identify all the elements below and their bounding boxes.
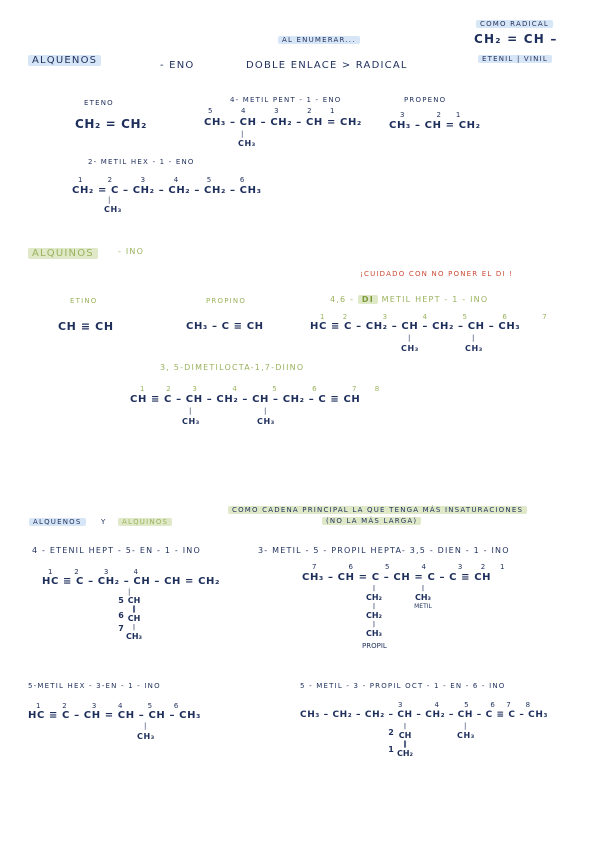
metilpropiloct-bond: | (464, 722, 468, 730)
dimetilhept-sub2: CH₃ (465, 344, 483, 353)
dimetilhept-bond2: | (472, 334, 476, 342)
metilhexenino-sub: CH₃ (137, 732, 155, 741)
metilhexenino-name: 5-METIL HEX - 3-EN - 1 - INO (28, 682, 161, 690)
metilpent-formula: CH₃ – CH – CH₂ – CH = CH₂ (204, 117, 362, 128)
dimetiloct-numbers: 1 2 3 4 5 6 7 8 (140, 385, 381, 393)
dimetiloct-bond2: | (264, 407, 268, 415)
etenilhept-bond: | (128, 588, 132, 596)
metilhex-numbers: 1 2 3 4 5 6 (78, 176, 246, 184)
metilpent-numbers: 5 4 3 2 1 (208, 107, 336, 115)
metilpent-name: 4- METIL PENT - 1 - ENO (230, 96, 342, 104)
etino-name: ETINO (70, 297, 98, 305)
mixed-title-a: ALQUENOS (29, 518, 86, 526)
metilhexenino-formula: HC ≡ C – CH = CH – CH – CH₃ (28, 710, 202, 721)
como-radical-label: COMO RADICAL (476, 20, 553, 28)
dimetilhept-numbers: 1 2 3 4 5 6 7 (320, 313, 548, 321)
metilpropilhepta-formula: CH₃ – CH = C – CH = C – C ≡ CH (302, 572, 492, 583)
alquenos-suffix: - ENO (160, 60, 195, 71)
propeno-formula: CH₃ – CH = CH₂ (389, 120, 481, 131)
alquenos-title: ALQUENOS (28, 55, 101, 66)
propeno-name: PROPENO (404, 96, 447, 104)
alquinos-suffix: - INO (118, 247, 145, 256)
metilhexenino-bond: | (144, 722, 148, 730)
metilhex-sub: CH₃ (104, 205, 122, 214)
propeno-numbers: 3 2 1 (400, 111, 462, 119)
propino-formula: CH₃ – C ≡ CH (186, 321, 264, 332)
metilpropiloct-name: 5 - METIL - 3 - PROPIL OCT - 1 - EN - 6 - INO (300, 682, 506, 690)
mixed-note-line2: (NO LA MÁS LARGA) (322, 517, 421, 525)
metilpropiloct-formula: CH₃ – CH₂ – CH₂ – CH – CH₂ – CH – C ≡ C – CH₃ (300, 710, 549, 720)
metilpropiloct-branch-nums: 2 1 (388, 728, 394, 754)
dimetiloct-sub2: CH₃ (257, 417, 275, 426)
dimetiloct-formula: CH ≡ C – CH – CH₂ – CH – CH₂ – C ≡ CH (130, 394, 361, 405)
mixed-title-b: ALQUINOS (118, 518, 172, 526)
etenilhept-name: 4 - ETENIL HEPT - 5- EN - 1 - INO (32, 546, 201, 555)
al-enumerar-note: AL ENUMERAR... (278, 36, 360, 44)
propino-name: PROPINO (206, 297, 247, 305)
etenil-vinil-label: ETENIL | VINIL (478, 55, 552, 63)
dimetiloct-name: 3, 5-DIMETILOCTA-1,7-DIINO (160, 363, 305, 372)
metilpropilhepta-numbers: 7 6 5 4 3 2 1 (312, 563, 506, 571)
di-highlight: DI (358, 295, 378, 304)
metilhex-formula: CH₂ = C – CH₂ – CH₂ – CH₂ – CH₃ (72, 185, 262, 196)
metilpent-sub: CH₃ (238, 139, 256, 148)
etenilhept-numbers: 1 2 3 4 (48, 568, 140, 576)
radical-formula: CH₂ = CH – (474, 32, 558, 46)
metilpropiloct-numbers: 3 4 5 6 7 8 (398, 701, 532, 709)
dimetilhept-bond1: | (408, 334, 412, 342)
etenilhept-formula: HC ≡ C – CH₂ – CH – CH = CH₂ (42, 576, 221, 587)
eteno-name: ETENO (84, 99, 114, 107)
dimetiloct-sub1: CH₃ (182, 417, 200, 426)
dimetilhept-name: 4,6 - DI METIL HEPT - 1 - INO (330, 295, 489, 304)
warning-note: ¡CUIDADO CON NO PONER EL DI ! (360, 270, 514, 278)
dimetilhept-formula: HC ≡ C – CH₂ – CH – CH₂ – CH – CH₃ (310, 321, 521, 332)
metilhex-bond: | (108, 196, 112, 204)
metilpropiloct-branch: | CH ‖ CH₂ (396, 723, 414, 758)
etenilhept-branch-nums: 5 6 7 (118, 596, 124, 633)
metilpropilhepta-name: 3- METIL - 5 - PROPIL HEPTA- 3,5 - DIEN - 1 - INO (258, 546, 510, 555)
etino-formula: CH ≡ CH (58, 320, 114, 333)
metilpropilhepta-branch: | CH₂ | CH₂ | CH₃ PROPIL (362, 585, 387, 650)
metilpropilhepta-branch2: | CH₃ METIL (414, 585, 432, 610)
metilpropiloct-sub: CH₃ (457, 731, 475, 740)
dimetilhept-sub1: CH₃ (401, 344, 419, 353)
mixed-note-line1: COMO CADENA PRINCIPAL LA QUE TENGA MÁS INSATURACIONES (228, 506, 527, 514)
mixed-y: Y (101, 518, 107, 526)
eteno-formula: CH₂ = CH₂ (75, 117, 148, 131)
metilpent-bond: | (241, 130, 245, 138)
etenilhept-branch: CH ‖ CH | CH₃ (125, 596, 143, 641)
dimetiloct-bond1: | (189, 407, 193, 415)
alquinos-title: ALQUINOS (28, 248, 98, 259)
alquenos-rule: DOBLE ENLACE > RADICAL (246, 60, 408, 71)
metilhexenino-numbers: 1 2 3 4 5 6 (36, 702, 180, 710)
metilhex-name: 2- METIL HEX - 1 - ENO (88, 158, 195, 166)
